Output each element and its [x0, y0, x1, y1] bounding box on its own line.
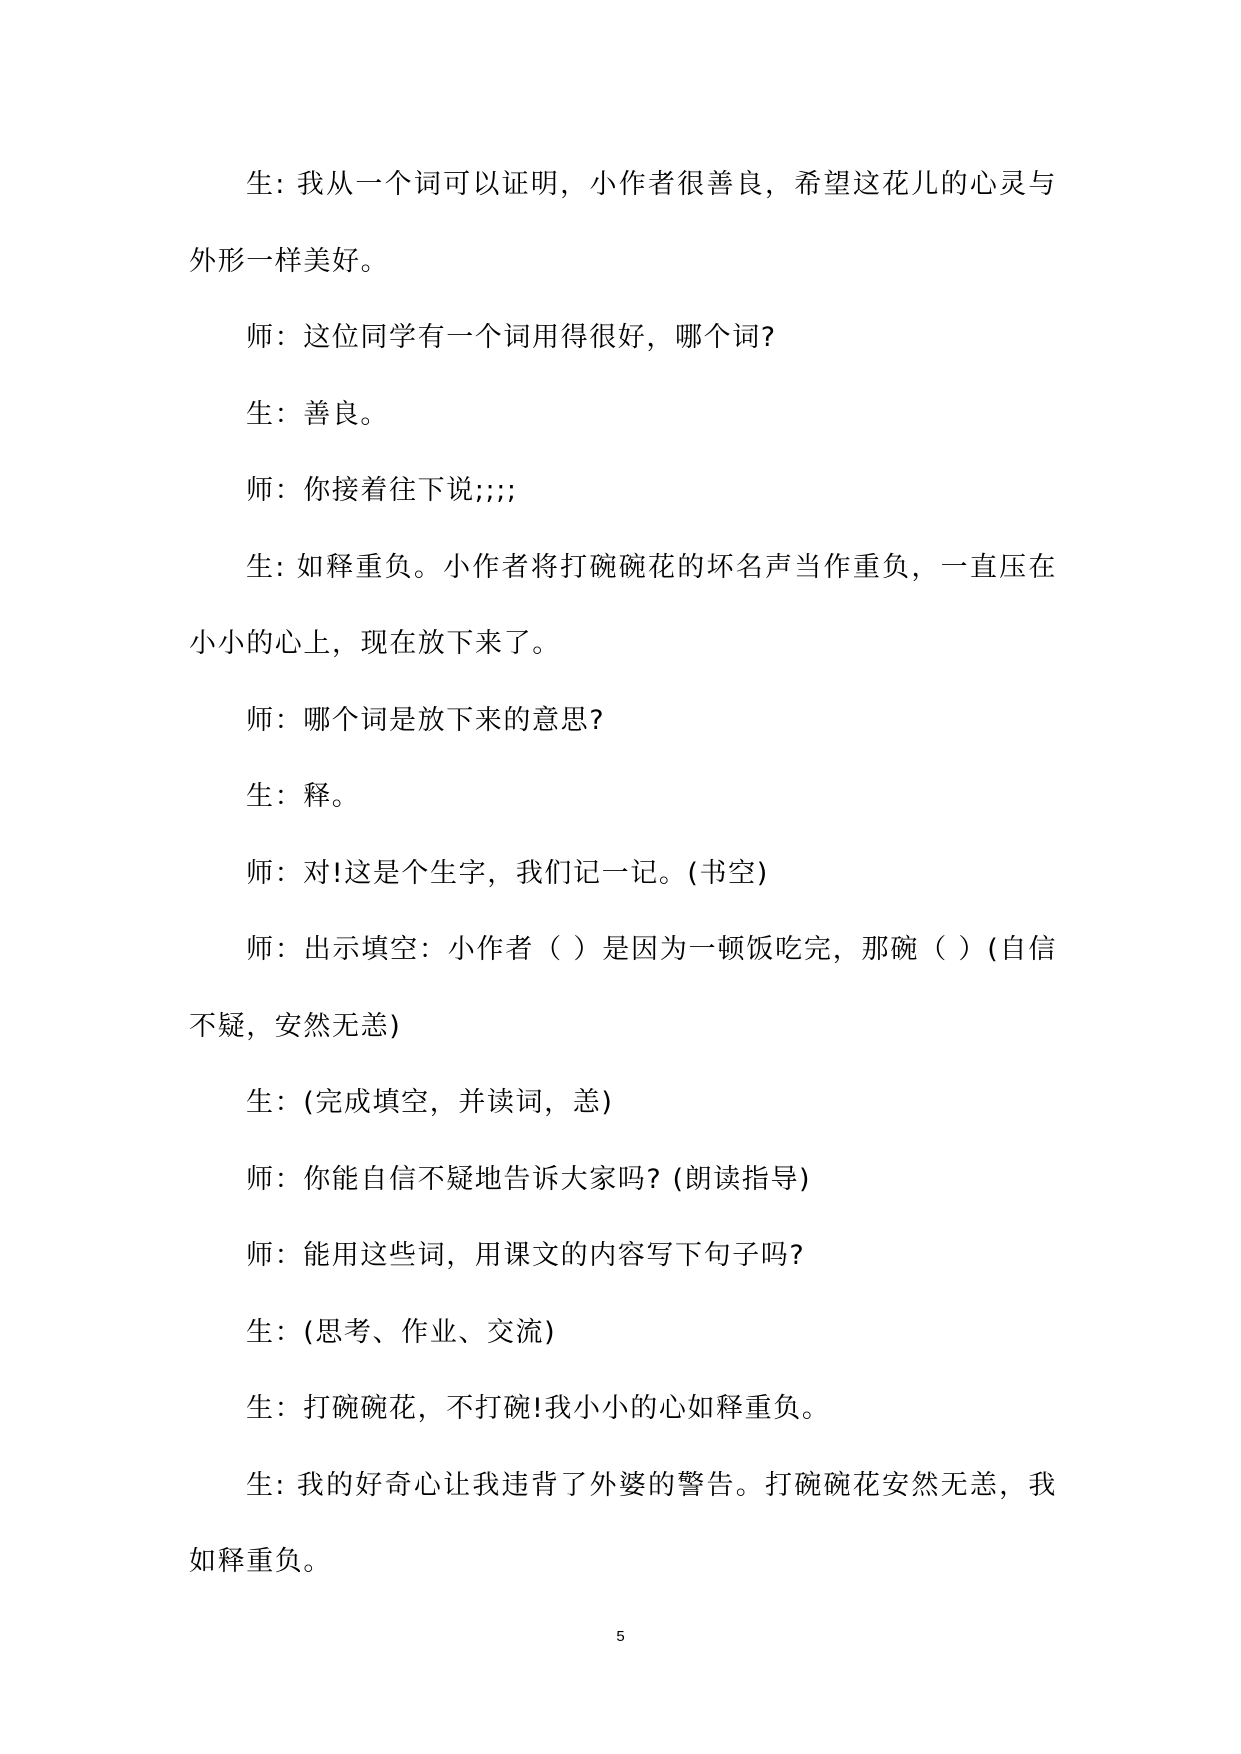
paragraph: 生：(完成填空，并读词，恙): [246, 1087, 614, 1118]
paragraph: 生: 如释重负。小作者将打碗碗花的坏名声当作重负，一直压在小小的心上，现在放下来了。: [189, 551, 1057, 659]
page-number: 5: [616, 1628, 625, 1645]
paragraph: 生：善良。: [246, 398, 389, 430]
paragraph: 生：(思考、作业、交流): [246, 1316, 557, 1348]
paragraph: 生：释。: [246, 781, 361, 812]
paragraph: 师：对!这是个生字，我们记一记。(书空): [246, 857, 769, 889]
paragraph: 生: 我从一个词可以证明，小作者很善良，希望这花儿的心灵与外形一样美好。: [189, 169, 1057, 277]
paragraph: 师：你接着往下说;;;;: [246, 475, 518, 506]
page-body: [189, 147, 1057, 1601]
paragraph: 生: 我的好奇心让我违背了外婆的警告。打碗碗花安然无恙，我如释重负。: [189, 1469, 1057, 1577]
paragraph: 生：打碗碗花，不打碗!我小小的心如释重负。: [246, 1393, 831, 1424]
paragraph: 师：出示填空：小作者（ ）是因为一顿饭吃完，那碗（ ）(自信不疑，安然无恙): [189, 934, 1057, 1042]
paragraph: 师：哪个词是放下来的意思?: [246, 704, 606, 736]
paragraph: 师：能用这些词，用课文的内容写下句子吗?: [246, 1240, 806, 1271]
paragraph: 师：这位同学有一个词用得很好，哪个词?: [246, 322, 777, 353]
paragraph: 师：你能自信不疑地告诉大家吗? (朗读指导): [246, 1163, 812, 1195]
